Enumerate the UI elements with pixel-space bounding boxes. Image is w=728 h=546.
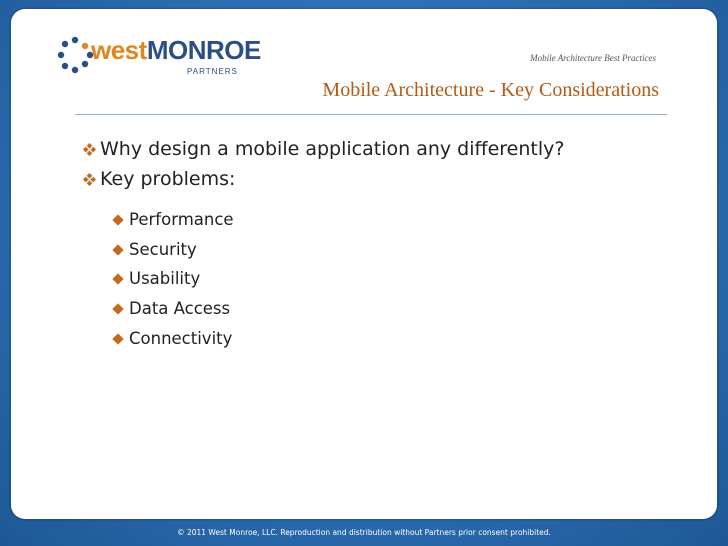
diamond-bullet-icon	[82, 172, 97, 187]
diamond-icon	[112, 303, 123, 314]
subbullet-text: Connectivity	[129, 328, 233, 348]
slide	[11, 9, 717, 519]
subbullet-item	[111, 235, 234, 265]
bullet-list	[82, 134, 564, 194]
subbullet-text: Data Access	[129, 299, 231, 319]
subbullet-text: Security	[129, 239, 197, 259]
subbullet-item	[111, 205, 234, 235]
footer-copyright: © 2011 West Monroe, LLC. Reproduction and distribution without Partners prior consent prohibited.	[177, 528, 551, 537]
bullet-item	[82, 134, 564, 164]
diamond-bullet-icon	[82, 142, 97, 157]
subbullet-item	[111, 294, 234, 324]
diamond-icon	[112, 333, 123, 344]
logo-word-west: west	[91, 35, 147, 65]
diamond-icon	[112, 274, 123, 285]
subbullet-text: Usability	[129, 269, 201, 289]
subbullet-item	[111, 264, 234, 294]
header-note: Mobile Architecture Best Practices	[530, 53, 656, 63]
bullet-item	[82, 164, 564, 194]
subbullet-item	[111, 324, 234, 354]
subbullet-list	[111, 205, 234, 354]
logo-wordmark	[91, 35, 261, 65]
diamond-icon	[112, 214, 123, 225]
bullet-text: Why design a mobile application any differently?	[100, 138, 565, 160]
diamond-icon	[112, 244, 123, 255]
title-divider	[75, 114, 667, 115]
logo-subtitle: PARTNERS	[187, 67, 238, 76]
slide-title: Mobile Architecture - Key Considerations	[322, 79, 659, 101]
logo-word-monroe: MONROE	[146, 35, 261, 65]
subbullet-text: Performance	[129, 210, 234, 229]
bullet-text: Key problems:	[100, 168, 236, 190]
